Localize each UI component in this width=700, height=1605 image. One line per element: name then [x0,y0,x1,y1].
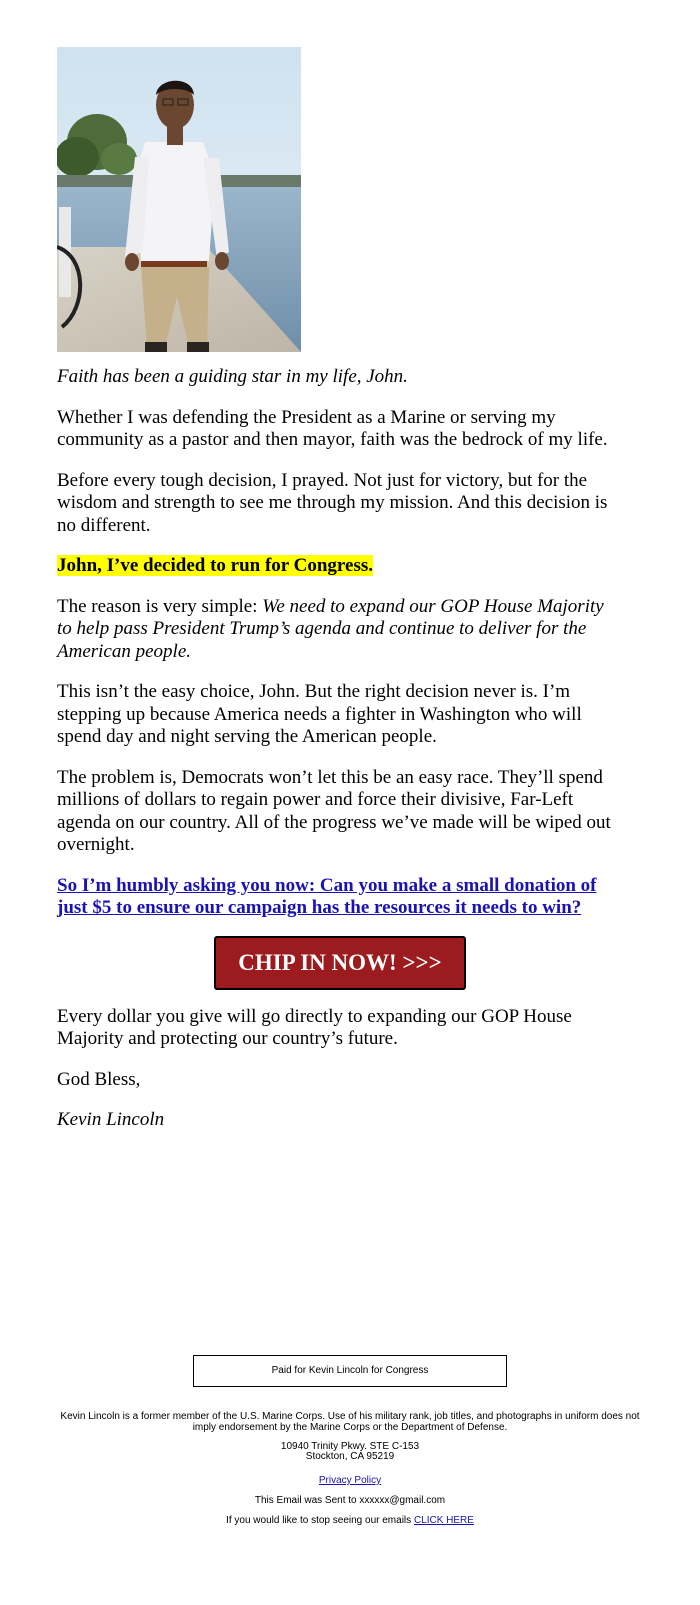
address-line-2: Stockton, CA 95219 [305,1451,395,1462]
email-body [57,366,623,1150]
paragraph-problem: The problem is, Democrats won’t let this be an easy race. They’ll spend millions of dollars to regain power and force their divisive, Far-Left agenda on our country. All of the progress we’ve made will be wiped out overnight. [57,766,611,855]
paragraph-prayer: Before every tough decision, I prayed. Not just for victory, but for the wisdom and strength to see me through my mission. And this decision is no different. [57,469,608,536]
signature: Kevin Lincoln [57,1109,165,1130]
reason-lead: The reason is very simple: [57,595,263,617]
reason-italic: We need to expand our GOP House Majority to help pass President Trump’s agenda and continue to deliver for the American people. [57,595,604,662]
mailing-address [0,1442,700,1462]
unsubscribe-link[interactable]: CLICK HERE [413,1515,474,1526]
paid-for-box: Paid for Kevin Lincoln for Congress [193,1355,507,1387]
chip-in-button[interactable]: CHIP IN NOW! >>> [214,936,466,990]
ask-paragraph [57,875,623,920]
unsubscribe-text: If you would like to stop seeing our emails [226,1515,414,1526]
address-line-1: 10940 Trinity Pkwy. STE C-153 [280,1441,420,1452]
paragraph-every-dollar: Every dollar you give will go directly to expanding our GOP House Majority and protecting our country’s future. [57,1005,572,1049]
closing-line: God Bless, [57,1068,141,1090]
portrait-image [57,47,301,352]
donation-ask-link[interactable]: So I’m humbly asking you now: Can you make a small donation of just $5 to ensure our campaign has the resources it needs to win? [57,874,597,918]
intro-line: Faith has been a guiding star in my life, John. [57,366,408,387]
announcement-paragraph [57,555,623,578]
email-footer [0,1355,700,1526]
military-disclaimer: Kevin Lincoln is a former member of the U.S. Marine Corps. Use of his military rank, job titles, and photographs in uniform does not imply endorsement by the Marine Corps or the Department of Defense. [60,1411,640,1433]
unsubscribe-line [0,1515,700,1526]
paragraph-background: Whether I was defending the President as a Marine or serving my community as a pastor and then mayor, faith was the bedrock of my life. [57,406,608,450]
paragraph-choice: This isn’t the easy choice, John. But the right decision never is. I’m stepping up because America needs a fighter in Washington who will spend day and night serving the American people. [57,681,582,747]
paragraph-reason [57,596,623,664]
privacy-policy-link[interactable]: Privacy Policy [318,1475,382,1486]
cta-container [57,936,623,990]
header-photo [57,47,301,352]
privacy-row [0,1475,700,1486]
sent-to-line: This Email was Sent to xxxxxx@gmail.com [254,1495,446,1506]
announcement-highlight: John, I’ve decided to run for Congress. [57,555,373,576]
